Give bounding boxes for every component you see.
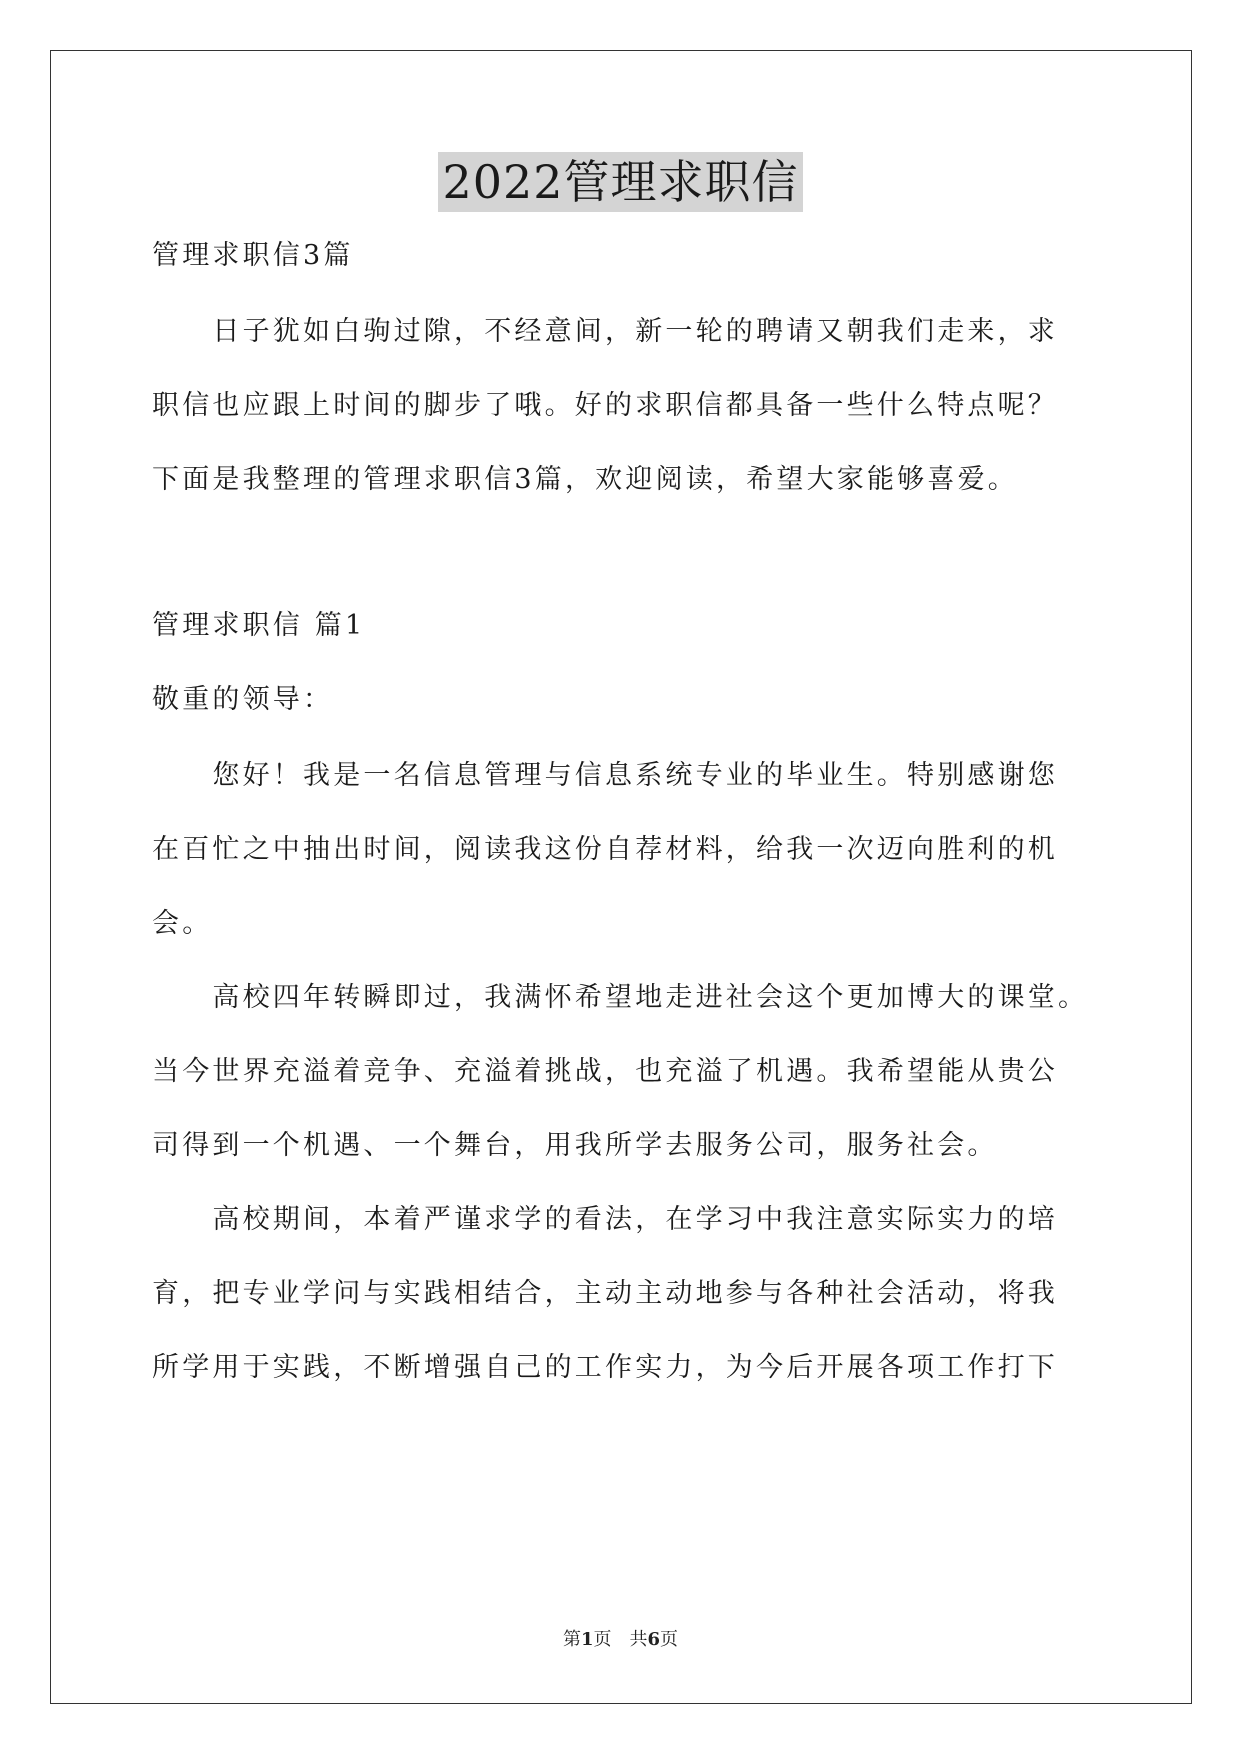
document-title: 2022管理求职信 — [438, 152, 802, 212]
page-border — [50, 50, 1192, 1704]
body-line: 司得到一个机遇、一个舞台，用我所学去服务公司，服务社会。 — [152, 1130, 998, 1161]
page-suffix: 页 — [660, 1629, 679, 1650]
page-prefix: 第 — [562, 1629, 581, 1650]
body-line: 当今世界充溢着竞争、充溢着挑战，也充溢了机遇。我希望能从贵公 — [152, 1056, 1058, 1087]
title-container — [0, 152, 1241, 212]
salutation: 敬重的领导： — [152, 684, 334, 715]
body-line: 高校四年转瞬即过，我满怀希望地走进社会这个更加博大的课堂。 — [152, 982, 1089, 1013]
body-line: 在百忙之中抽出时间，阅读我这份自荐材料，给我一次迈向胜利的机 — [152, 834, 1058, 865]
page-footer — [0, 1628, 1241, 1652]
body-line: 育，把专业学问与实践相结合，主动主动地参与各种社会活动，将我 — [152, 1278, 1058, 1309]
body-line: 所学用于实践，不断增强自己的工作实力，为今后开展各项工作打下 — [152, 1352, 1058, 1383]
body-line: 高校期间，本着严谨求学的看法，在学习中我注意实际实力的培 — [152, 1204, 1058, 1235]
section-heading: 管理求职信 篇1 — [152, 610, 366, 641]
page-total: 6 — [647, 1629, 661, 1650]
subtitle: 管理求职信3篇 — [152, 240, 354, 271]
page-current: 1 — [580, 1629, 594, 1650]
page-mid: 页 共 — [593, 1629, 648, 1650]
intro-line: 日子犹如白驹过隙，不经意间，新一轮的聘请又朝我们走来，求 — [152, 316, 1058, 347]
body-line: 您好！我是一名信息管理与信息系统专业的毕业生。特别感谢您 — [152, 760, 1058, 791]
intro-line: 下面是我整理的管理求职信3篇，欢迎阅读，希望大家能够喜爱。 — [152, 464, 1018, 495]
intro-line: 职信也应跟上时间的脚步了哦。好的求职信都具备一些什么特点呢？ — [152, 390, 1058, 421]
body-line: 会。 — [152, 908, 213, 939]
